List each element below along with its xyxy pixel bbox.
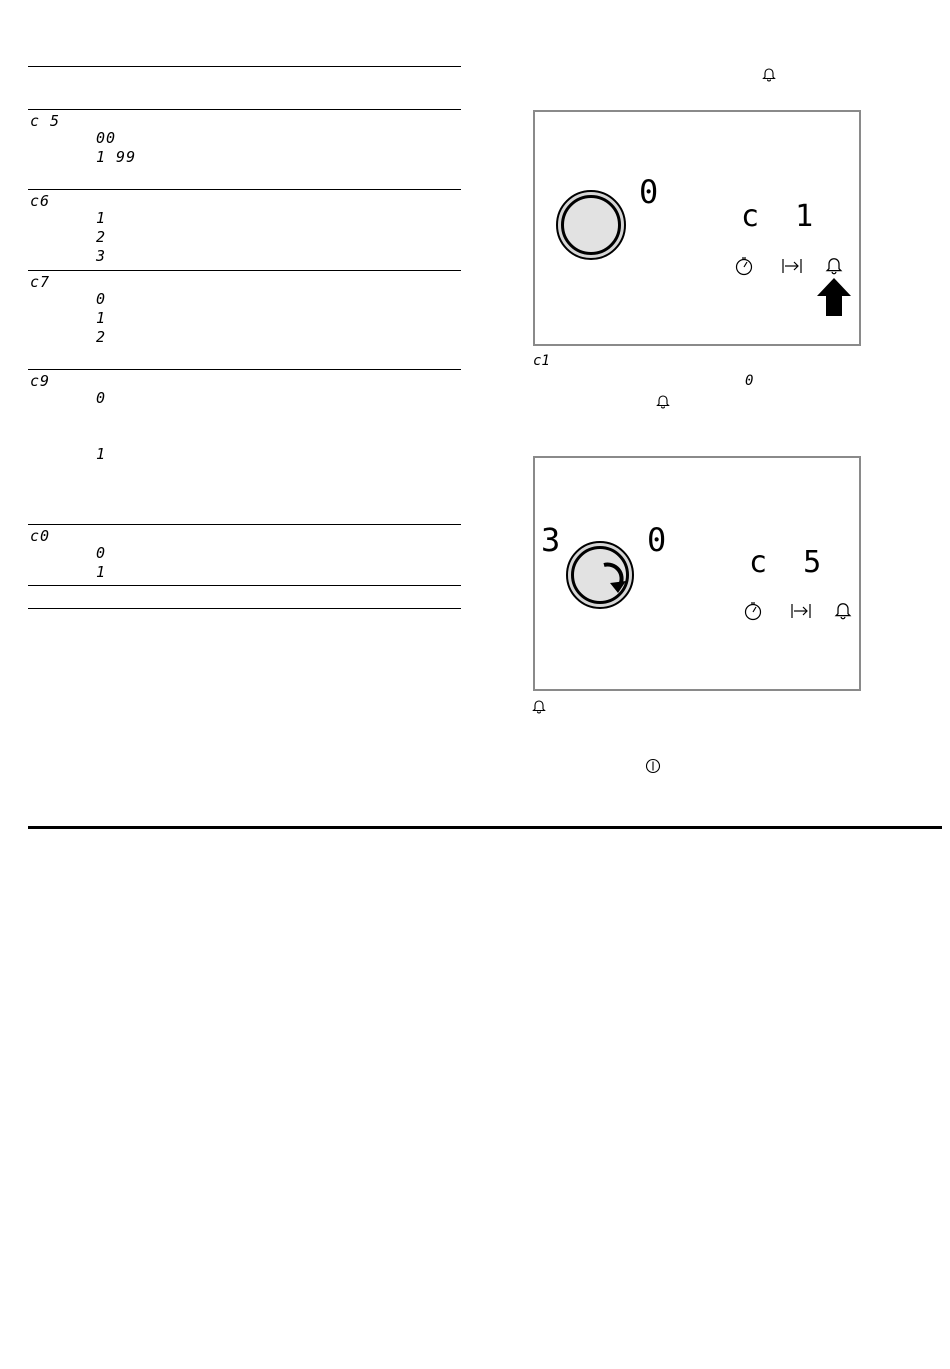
zone-display: 0: [647, 521, 667, 559]
setting-code: c 5: [30, 112, 61, 130]
setting-value: 00: [96, 129, 117, 147]
setting-value: 2: [96, 228, 107, 246]
setting-value: 1 99: [96, 148, 137, 166]
c1-symbol: c1: [533, 353, 550, 369]
table-rule: [28, 66, 461, 67]
arrow-to-bar-icon[interactable]: [790, 601, 812, 621]
arrow-up-icon: [815, 276, 853, 318]
table-rule: [28, 585, 461, 586]
setting-code: c0: [30, 527, 51, 545]
control-panel-2: [533, 456, 861, 691]
power-icon: [645, 758, 661, 774]
setting-code: c9: [30, 372, 51, 390]
setting-value: 0: [96, 544, 107, 562]
setting-display: c 5: [749, 545, 822, 580]
bell-icon: [531, 698, 547, 714]
control-knob-face: [561, 195, 621, 255]
setting-value: 1: [96, 209, 107, 227]
section-divider: [28, 826, 942, 829]
timer-icon[interactable]: [734, 256, 754, 276]
table-rule: [28, 524, 461, 525]
setting-value: 1: [96, 563, 107, 581]
table-rule: [28, 369, 461, 370]
zero-symbol: 0: [745, 373, 754, 389]
table-rule: [28, 608, 461, 609]
bell-icon[interactable]: [824, 255, 844, 275]
table-rule: [28, 109, 461, 110]
control-knob[interactable]: [566, 541, 634, 609]
bell-icon[interactable]: [833, 600, 853, 620]
bell-icon: [761, 66, 777, 82]
setting-code: c7: [30, 273, 51, 291]
rotate-arrow-icon: [596, 559, 630, 597]
timer-icon[interactable]: [743, 601, 763, 621]
setting-display: c 1: [741, 199, 814, 234]
setting-value: 0: [96, 389, 107, 407]
setting-value: 3: [96, 247, 107, 265]
table-rule: [28, 270, 461, 271]
control-knob[interactable]: [556, 190, 626, 260]
setting-value: 1: [96, 309, 107, 327]
control-panel-1: [533, 110, 861, 346]
table-rule: [28, 189, 461, 190]
bell-icon: [655, 393, 671, 409]
setting-value: 1: [96, 445, 107, 463]
setting-value: 0: [96, 290, 107, 308]
zone-display: 0: [639, 173, 659, 211]
setting-code: c6: [30, 192, 51, 210]
arrow-to-bar-icon[interactable]: [781, 256, 803, 276]
setting-value: 2: [96, 328, 107, 346]
level-display: 3: [541, 521, 561, 559]
